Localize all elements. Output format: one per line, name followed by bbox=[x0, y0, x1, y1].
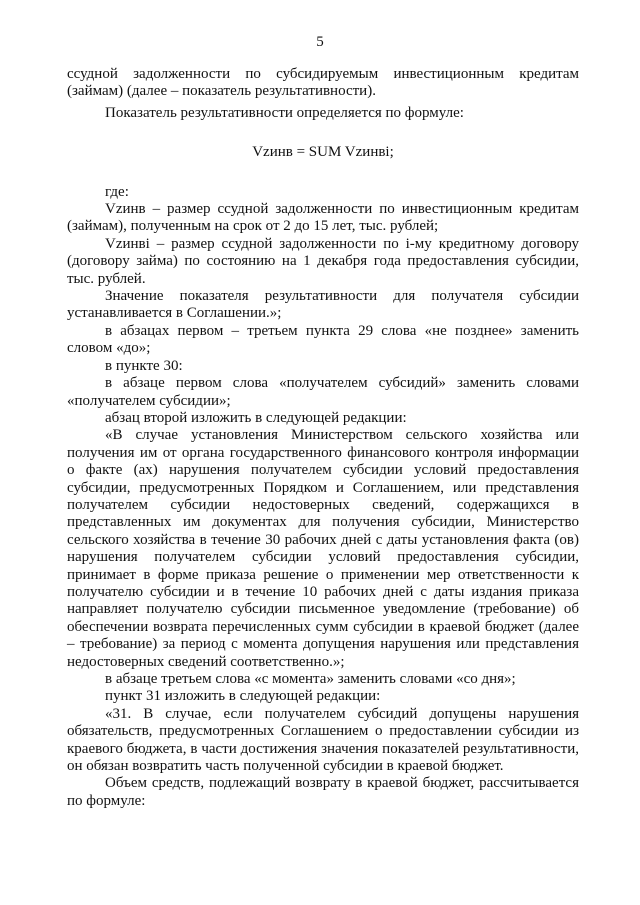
paragraph-clause-31-text: «31. В случае, если получателем субсидий допущены нарушения обязательств, предусмотренных Соглашением о предоставлении субсидии из краевого бюджета, в части достижения значения показателей результативности, он обязан возвратить часть полученной субсидии в краевой бюджет. bbox=[67, 705, 579, 775]
paragraph-definition-vzi: Vzинвi – размер ссудной задолженности по i-му кредитному договору (договору займа) по состоянию на 1 декабря года предоставления субсидии, тыс. рублей. bbox=[67, 235, 579, 287]
paragraph-formula-intro: Показатель результативности определяется по формуле: bbox=[105, 104, 464, 121]
formula-line: Vzинв = SUM Vzинвi; bbox=[252, 144, 394, 161]
paragraph-refund-formula-intro: Объем средств, подлежащий возврату в краевой бюджет, рассчитывается по формуле: bbox=[67, 775, 579, 809]
paragraph-clause-29: в абзацах первом – третьем пункта 29 слова «не позднее» заменить словом «до»; bbox=[67, 322, 579, 357]
paragraph-clause-30: в пункте 30: bbox=[105, 357, 183, 374]
paragraph-indicator-value: Значение показателя результативности для получателя субсидии устанавливается в Соглашении.»; bbox=[67, 288, 579, 322]
paragraph-clause-31-intro: пункт 31 изложить в следующей редакции: bbox=[105, 688, 381, 705]
paragraph-clause-30-second-intro: абзац второй изложить в следующей редакции: bbox=[105, 409, 407, 426]
paragraph-clause-30-third: в абзаце третьем слова «с момента» заменить словами «со дня»; bbox=[105, 671, 516, 687]
paragraph-continuation: ссудной задолженности по субсидируемым инвестиционным кредитам (займам) (далее – показатель результативности). bbox=[67, 66, 579, 100]
paragraph-where: где: bbox=[105, 183, 129, 200]
paragraph-clause-30-first: в абзаце первом слова «получателем субсидий» заменить словами «получателем субсидии»; bbox=[67, 375, 579, 409]
page-number: 5 bbox=[316, 34, 324, 50]
paragraph-clause-30-second-text: «В случае установления Министерством сельского хозяйства или получения им от органа государственного финансового контроля информации о факте (ах) нарушения получателем субсидии условий предоставления субсидии, предусмотренных Порядком и Соглашением, или представления получателем субсидии недостоверных сведений, содержащихся в представленных им документах для получения субсидии, Министерство сельского хозяйства в течение 30 рабочих дней с даты установления факта (ов) нарушения получателем субсидии условий предоставления субсидии, принимает в форме приказа решение о применении мер ответственности к получателю субсидии и в течение 10 рабочих дней с даты издания приказа направляет получателю субсидии письменное уведомление (требование) об обеспечении возврата перечисленных сумм субсидии в краевой бюджет (далее – требование) за период с момента допущения нарушения или представления недостоверных сведений соответственно.»; bbox=[67, 427, 579, 670]
paragraph-definition-vz: Vzинв – размер ссудной задолженности по инвестиционным кредитам (займам), полученным на срок от 2 до 15 лет, тыс. рублей; bbox=[67, 201, 579, 235]
document-body bbox=[67, 66, 579, 810]
